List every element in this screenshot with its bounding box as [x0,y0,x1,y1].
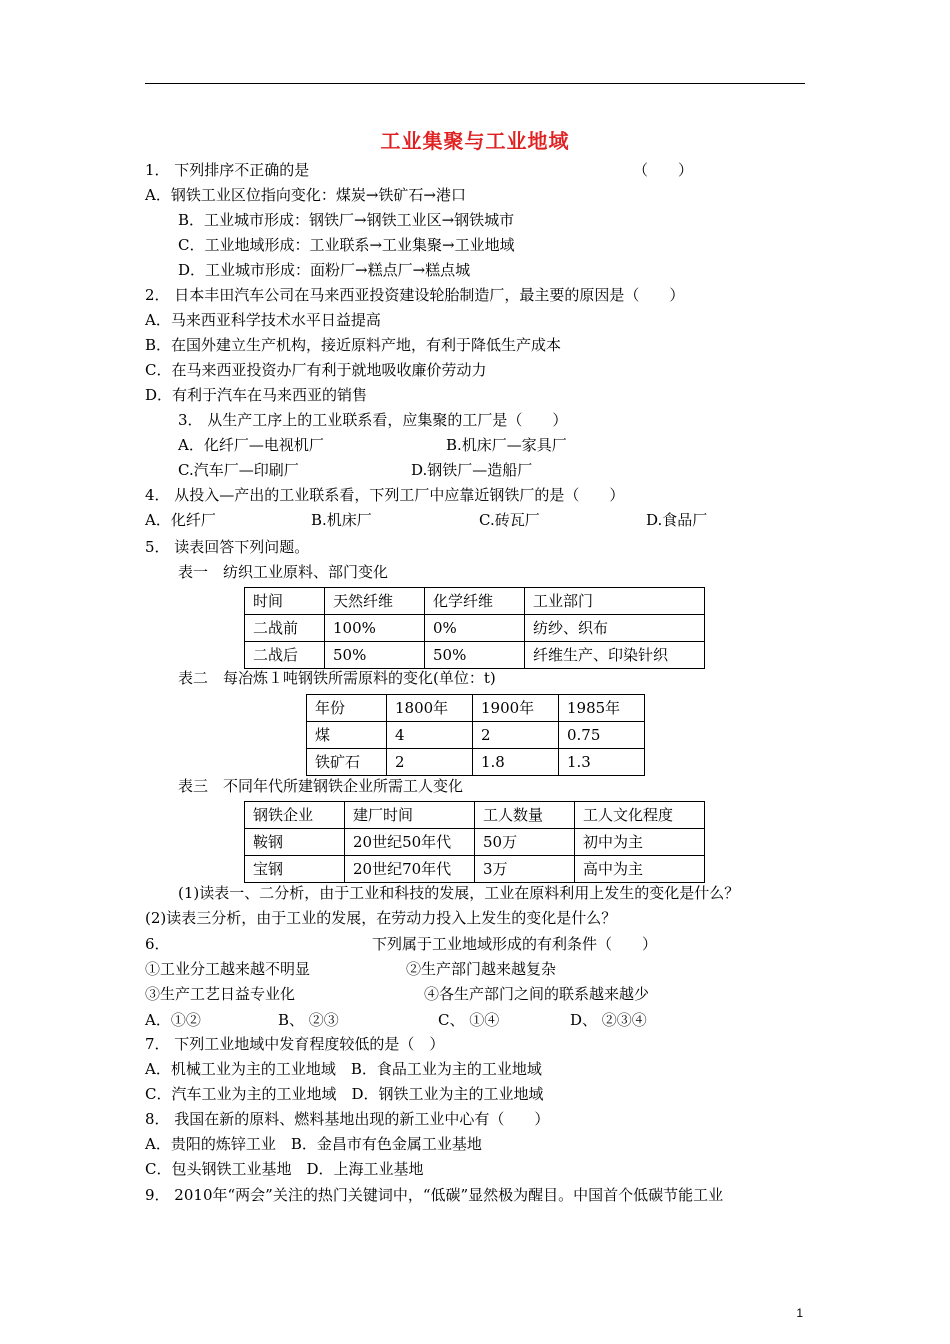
text-line: B．工业城市形成：钢铁厂→钢铁工业区→钢铁城市 [178,211,515,229]
table-cell: 1900年 [473,695,559,722]
table-cell: 1.8 [473,749,559,776]
text-line: (2)读表三分析，由于工业的发展，在劳动力投入上发生的变化是什么？ [145,909,617,927]
table-cell: 50% [425,642,525,669]
table-cell: 年份 [307,695,387,722]
table-row [245,642,705,669]
table-row [307,722,645,749]
table-cell: 纤维生产、印染针织 [525,642,705,669]
text-line: B、 ②③ [278,1011,339,1029]
text-line: C．工业地域形成：工业联系→工业集聚→工业地域 [178,236,515,254]
table-cell: 化学纤维 [425,588,525,615]
text-line: 表二 每冶炼１吨钢铁所需原料的变化(单位：t) [178,669,496,687]
text-line: C．汽车工业为主的工业地域 D．钢铁工业为主的工业地域 [145,1085,544,1103]
table-cell: 50万 [475,829,575,856]
table-cell: 50% [325,642,425,669]
table-row [245,802,705,829]
text-line: A．化纤厂 [145,511,216,529]
table-cell: 时间 [245,588,325,615]
table-cell: 0% [425,615,525,642]
text-line: C．包头钢铁工业基地 D．上海工业基地 [145,1160,424,1178]
table-cell: 2 [387,749,473,776]
table-cell: 4 [387,722,473,749]
text-line: D.食品厂 [646,511,708,529]
text-line: 5． 读表回答下列问题。 [145,538,310,556]
table-cell: 宝钢 [245,856,345,883]
table-cell: 3万 [475,856,575,883]
table-cell: 钢铁企业 [245,802,345,829]
text-line: 表一 纺织工业原料、部门变化 [178,563,389,581]
table-cell: 1800年 [387,695,473,722]
text-line: ④各生产部门之间的联系越来越少 [424,985,650,1003]
table-cell: 二战后 [245,642,325,669]
table-3 [244,801,705,883]
table-2 [306,694,645,776]
text-line: C.汽车厂—印刷厂 [178,461,299,479]
table-cell: 工人数量 [475,802,575,829]
table-cell: 纺纱、织布 [525,615,705,642]
table-cell: 建厂时间 [345,802,475,829]
text-line: (1)读表一、二分析，由于工业和科技的发展，工业在原料利用上发生的变化是什么？ [178,884,740,902]
table-cell: 天然纤维 [325,588,425,615]
text-line: B.机床厂—家具厂 [446,436,567,454]
table-cell: 二战前 [245,615,325,642]
table-cell: 初中为主 [575,829,705,856]
text-line: ③生产工艺日益专业化 [145,985,296,1003]
text-line: 2． 日本丰田汽车公司在马来西亚投资建设轮胎制造厂，最主要的原因是（ ） [145,286,685,304]
text-line: A．化纤厂—电视机厂 [178,436,324,454]
table-cell: 工人文化程度 [575,802,705,829]
text-line: A．贵阳的炼锌工业 B．金昌市有色金属工业基地 [145,1135,482,1153]
table-row [245,615,705,642]
text-line: 下列属于工业地域形成的有利条件（ ） [372,935,658,953]
text-line: D.钢铁厂—造船厂 [411,461,533,479]
text-line: D．有利于汽车在马来西亚的销售 [145,386,368,404]
text-line: C．在马来西亚投资办厂有利于就地吸收廉价劳动力 [145,361,487,379]
table-cell: 煤 [307,722,387,749]
text-line: ②生产部门越来越复杂 [406,960,557,978]
text-line: 9． 2010年“两会”关注的热门关键词中，“低碳”显然极为醒目。中国首个低碳节能工业 [145,1186,724,1204]
text-line: ①工业分工越来越不明显 [145,960,311,978]
table-cell: 20世纪50年代 [345,829,475,856]
text-line: D、 ②③④ [570,1011,647,1029]
table-cell: 1985年 [559,695,645,722]
header-rule [145,83,805,84]
table-cell: 100% [325,615,425,642]
table-row [307,695,645,722]
table-row [307,749,645,776]
page-number: 1 [796,1306,803,1320]
text-line: 1． 下列排序不正确的是 [145,161,310,179]
text-line: 4． 从投入—产出的工业联系看，下列工厂中应靠近钢铁厂的是（ ） [145,486,625,504]
table-cell: 0.75 [559,722,645,749]
text-line: A．钢铁工业区位指向变化：煤炭→铁矿石→港口 [145,186,466,204]
table-cell: 鞍钢 [245,829,345,856]
text-line: 3． 从生产工序上的工业联系看，应集聚的工厂是（ ） [178,411,568,429]
text-line: D．工业城市形成：面粉厂→糕点厂→糕点城 [178,261,471,279]
table-row [245,856,705,883]
text-line: A．机械工业为主的工业地域 B．食品工业为主的工业地域 [145,1060,542,1078]
table-cell: 工业部门 [525,588,705,615]
text-line: 8． 我国在新的原料、燃料基地出现的新工业中心有（ ） [145,1110,550,1128]
text-line: A．①② [145,1011,201,1029]
table-1 [244,587,705,669]
text-line: 7． 下列工业地域中发育程度较低的是（ ） [145,1035,445,1053]
document-title: 工业集聚与工业地域 [380,129,570,153]
text-line: 表三 不同年代所建钢铁企业所需工人变化 [178,777,464,795]
text-line: C、 ①④ [438,1011,500,1029]
table-row [245,829,705,856]
text-line: B.机床厂 [311,511,372,529]
text-line: （ ） [633,161,694,179]
table-cell: 高中为主 [575,856,705,883]
table-cell: 2 [473,722,559,749]
table-cell: 1.3 [559,749,645,776]
table-row [245,588,705,615]
text-line: 6． [145,935,170,953]
text-line: A．马来西亚科学技术水平日益提高 [145,311,381,329]
text-line: B．在国外建立生产机构，接近原料产地，有利于降低生产成本 [145,336,562,354]
table-cell: 铁矿石 [307,749,387,776]
table-cell: 20世纪70年代 [345,856,475,883]
text-line: C.砖瓦厂 [479,511,540,529]
